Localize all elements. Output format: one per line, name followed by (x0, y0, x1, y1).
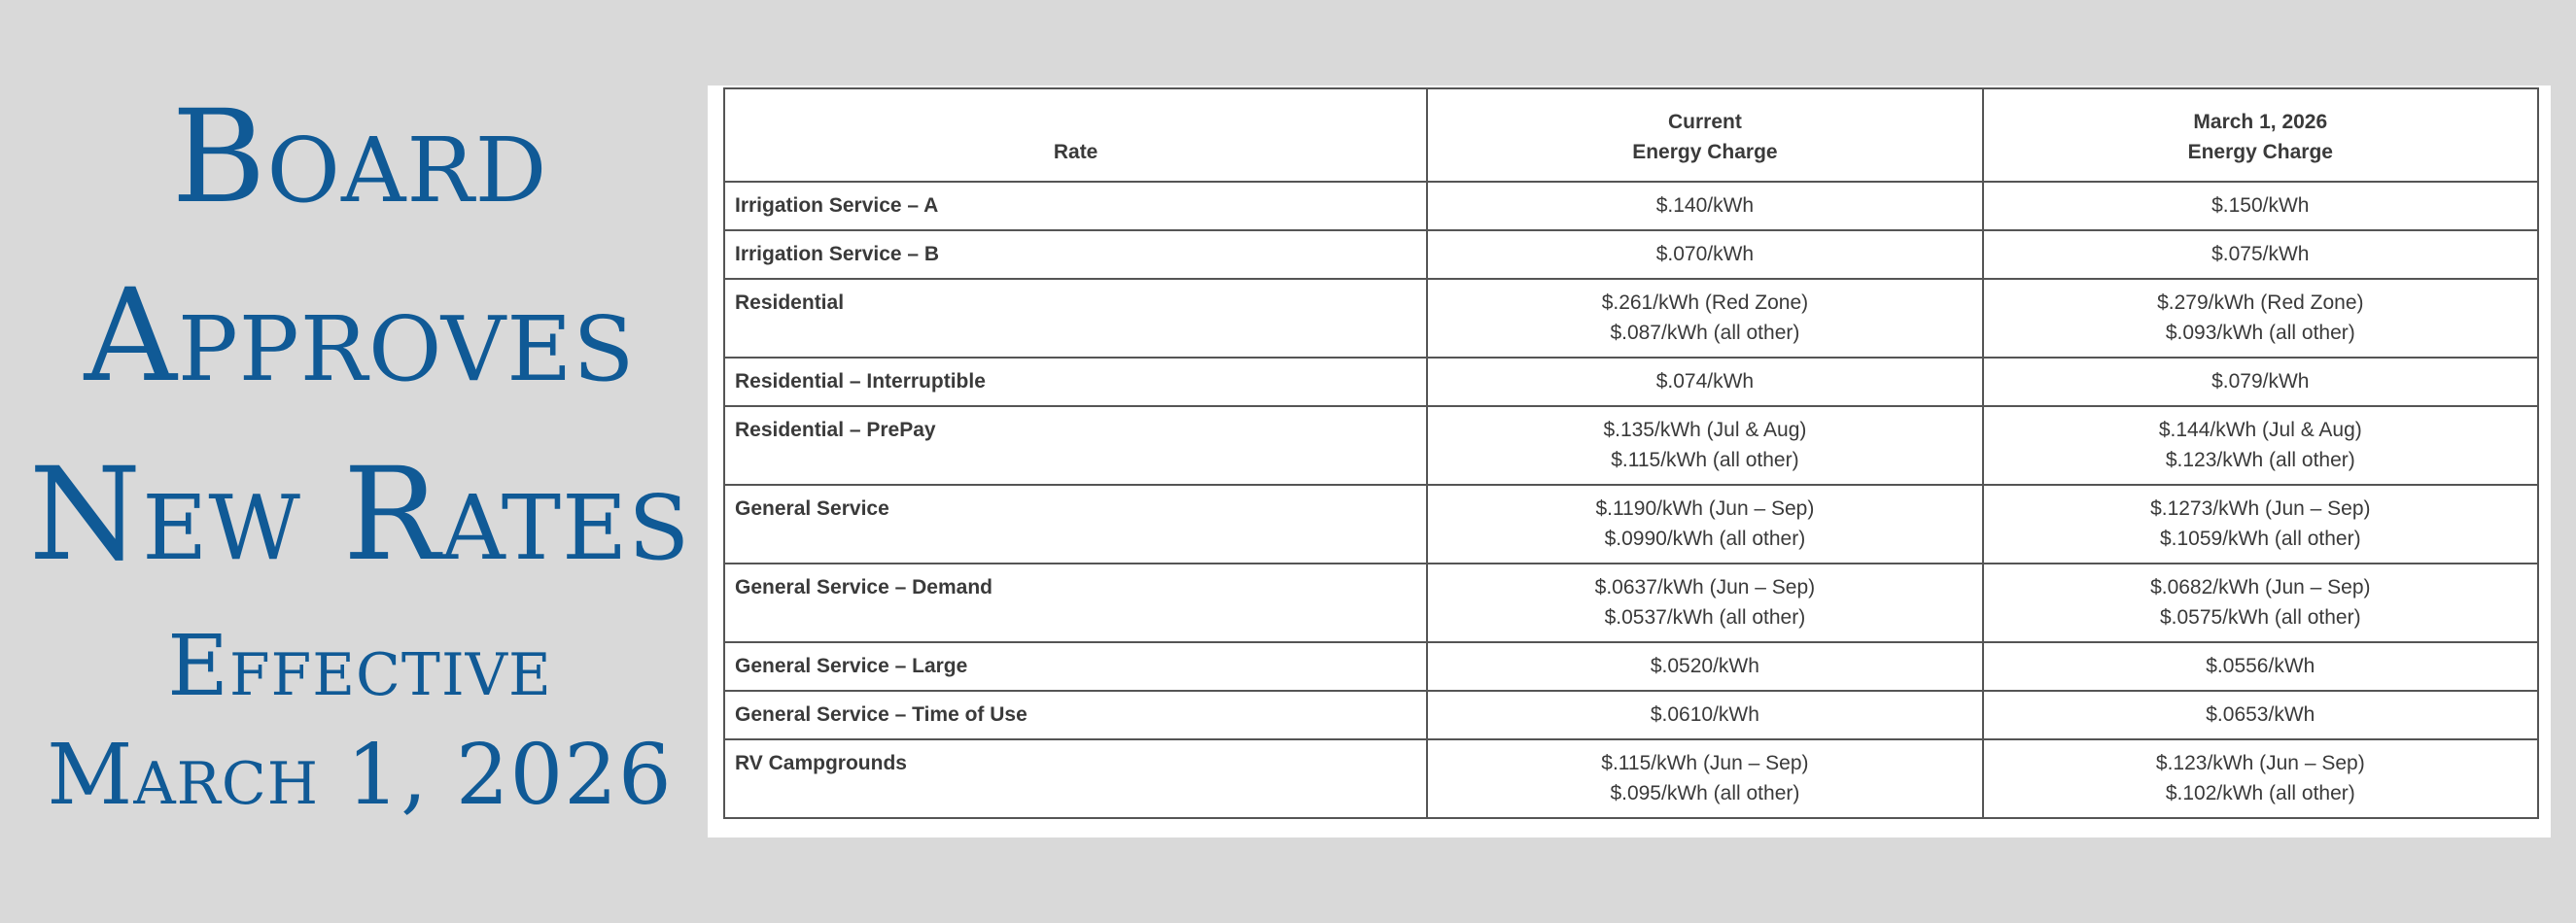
new-charge-cell (1983, 279, 2538, 358)
headline (0, 68, 719, 830)
new-charge-cell (1983, 230, 2538, 279)
current-charge-cell (1427, 279, 1982, 358)
headline-line-board: Board (171, 83, 548, 232)
current-charge-cell (1427, 358, 1982, 406)
new-charge-cell (1983, 739, 2538, 818)
current-charge-value: $.074/kWh (1655, 370, 1755, 393)
new-charge-cell (1983, 642, 2538, 691)
new-charge-cell (1983, 358, 2538, 406)
table-row (724, 358, 2538, 406)
rate-name-cell: Residential (724, 279, 1427, 358)
header-rate (724, 88, 1427, 182)
rate-name-cell: Irrigation Service – A (724, 182, 1427, 230)
current-charge-cell (1427, 642, 1982, 691)
current-charge-value: $.135/kWh (Jul & Aug) (1603, 419, 1807, 441)
current-charge-value: $.140/kWh (1655, 194, 1755, 217)
table-header-row (724, 88, 2538, 182)
new-charge-cell (1983, 406, 2538, 485)
table-row (724, 182, 2538, 230)
current-charge-value-secondary: $.115/kWh (all other) (1611, 449, 1799, 471)
new-charge-value-secondary: $.123/kWh (all other) (2165, 449, 2355, 471)
new-charge-value: $.0682/kWh (Jun – Sep) (2150, 576, 2371, 598)
rate-name-cell: RV Campgrounds (724, 739, 1427, 818)
new-charge-cell (1983, 564, 2538, 642)
new-charge-cell (1983, 485, 2538, 564)
current-charge-value-secondary: $.0537/kWh (all other) (1604, 606, 1806, 629)
new-charge-value: $.0556/kWh (2206, 655, 2315, 677)
new-charge-value: $.144/kWh (Jul & Aug) (2158, 419, 2362, 441)
header-current-charge (1427, 88, 1982, 182)
header-rate-label: Rate (1053, 141, 1098, 163)
table-row (724, 279, 2538, 358)
new-charge-value: $.079/kWh (2211, 370, 2310, 393)
current-charge-value: $.1190/kWh (Jun – Sep) (1595, 497, 1815, 520)
current-charge-cell (1427, 739, 1982, 818)
rate-name-cell: Residential – PrePay (724, 406, 1427, 485)
table-row (724, 406, 2538, 485)
rate-name-cell: Residential – Interruptible (724, 358, 1427, 406)
rate-name-cell: Irrigation Service – B (724, 230, 1427, 279)
rate-name-cell: General Service (724, 485, 1427, 564)
current-charge-value-secondary: $.095/kWh (all other) (1610, 782, 1800, 804)
current-charge-cell (1427, 230, 1982, 279)
header-new-line2: Energy Charge (2187, 141, 2333, 163)
current-charge-value-secondary: $.087/kWh (all other) (1610, 322, 1800, 344)
headline-line-date: March 1, 2026 (47, 727, 673, 824)
table-row (724, 642, 2538, 691)
headline-line-new-rates: New Rates (28, 440, 691, 590)
table-row (724, 691, 2538, 739)
new-charge-value: $.279/kWh (Red Zone) (2157, 291, 2364, 314)
header-new-line1: March 1, 2026 (2193, 111, 2328, 133)
header-current-line2: Energy Charge (1632, 141, 1778, 163)
current-charge-value: $.0520/kWh (1650, 655, 1759, 677)
table-row (724, 230, 2538, 279)
new-charge-cell (1983, 691, 2538, 739)
current-charge-cell (1427, 182, 1982, 230)
table-row (724, 564, 2538, 642)
current-charge-value: $.261/kWh (Red Zone) (1601, 291, 1809, 314)
current-charge-value-secondary: $.0990/kWh (all other) (1604, 528, 1806, 550)
header-current-line1: Current (1667, 111, 1742, 133)
new-charge-value-secondary: $.102/kWh (all other) (2165, 782, 2355, 804)
current-charge-cell (1427, 406, 1982, 485)
new-charge-value: $.123/kWh (Jun – Sep) (2155, 752, 2365, 774)
current-charge-value: $.0637/kWh (Jun – Sep) (1594, 576, 1816, 598)
rates-table (723, 87, 2539, 819)
current-charge-value: $.0610/kWh (1650, 703, 1759, 726)
header-new-charge (1983, 88, 2538, 182)
rate-name-cell: General Service – Demand (724, 564, 1427, 642)
current-charge-cell (1427, 564, 1982, 642)
new-charge-cell (1983, 182, 2538, 230)
rates-table-panel (708, 85, 2551, 838)
headline-line-effective: Effective (167, 618, 552, 715)
headline-line-approves: Approves (84, 261, 636, 411)
current-charge-value: $.115/kWh (Jun – Sep) (1601, 752, 1809, 774)
current-charge-cell (1427, 485, 1982, 564)
table-row (724, 739, 2538, 818)
current-charge-value: $.070/kWh (1655, 243, 1755, 265)
new-charge-value: $.0653/kWh (2206, 703, 2315, 726)
new-charge-value-secondary: $.0575/kWh (all other) (2159, 606, 2361, 629)
rate-name-cell: General Service – Time of Use (724, 691, 1427, 739)
new-charge-value: $.150/kWh (2211, 194, 2310, 217)
new-charge-value-secondary: $.093/kWh (all other) (2165, 322, 2355, 344)
new-charge-value: $.075/kWh (2211, 243, 2310, 265)
rate-name-cell: General Service – Large (724, 642, 1427, 691)
new-charge-value: $.1273/kWh (Jun – Sep) (2150, 497, 2371, 520)
current-charge-cell (1427, 691, 1982, 739)
new-charge-value-secondary: $.1059/kWh (all other) (2159, 528, 2361, 550)
table-row (724, 485, 2538, 564)
